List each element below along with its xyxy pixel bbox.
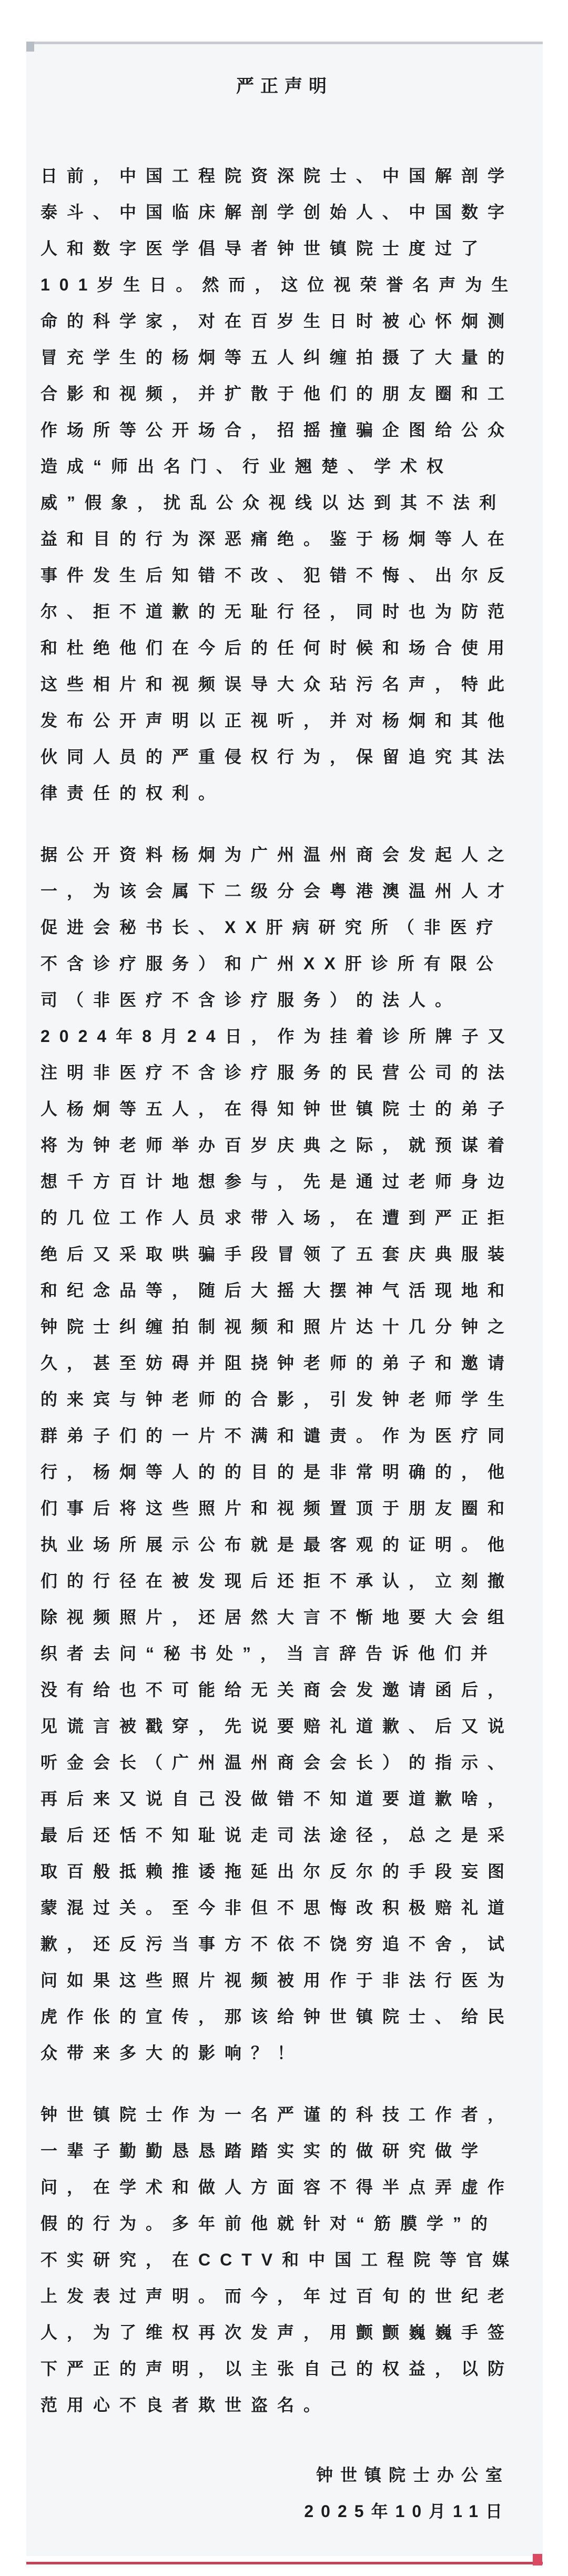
top-left-corner-mark bbox=[26, 42, 34, 52]
signature-office-name: 钟世镇院士办公室 bbox=[316, 2465, 510, 2484]
statement-paragraph-2: 据公开资料杨炯为广州温州商会发起人之一，为该会属下二级分会粤港澳温州人才促进会秘书长、XX肝病研究所（非医疗不含诊疗服务）和广州XX肝诊所有限公司（非医疗不含诊疗服务）的法人。2024年8月24日，作为挂着诊所牌子又注明非医疗不含诊疗服务的民营公司的法人杨炯等五人，在得知钟世镇院士的弟子将为钟老师举办百岁庆典之际，就预谋着想千方百计地想参与，先是通过老师身边的几位工作人员求带入场，在遭到严正拒绝后又采取哄骗手段冒领了五套庆典服装和纪念品等，随后大摇大摆神气活现地和钟院士纠缠拍制视频和照片达十几分钟之久，甚至妨碍并阻挠钟老师的弟子和邀请的来宾与钟老师的合影，引发钟老师学生群弟子们的一片不满和谴责。作为医疗同行，杨炯等人的的目的是非常明确的，他们事后将这些照片和视频置顶于朋友圈和执业场所展示公布就是最客观的证明。他们的行径在被发现后还拒不承认，立刻撤除视频照片，还居然大言不惭地要大会组织者去问“秘书处”，当言辞告诉他们并没有给也不可能给无关商会发邀请函后，见谎言被戳穿，先说要赔礼道歉、后又说听金会长（广州温州商会会长）的指示、再后来又说自己没做错不知道要道歉啥，最后还恬不知耻说走司法途径，总之是采取百般抵赖推诿拖延出尔反尔的手段妄图蒙混过关。至今非但不思悔改积极赔礼道歉，还反污当事方不依不饶穷追不舍，试问如果这些照片视频被用作于非法行医为虎作伥的宣传，那该给钟世镇院士、给民众带来多大的影响？！ bbox=[40, 845, 514, 2062]
bottom-border-line bbox=[26, 2562, 543, 2564]
signature-block bbox=[40, 2457, 520, 2530]
statement-paragraph-1: 日前，中国工程院资深院士、中国解剖学泰斗、中国临床解剖学创始人、中国数字人和数字医学倡导者钟世镇院士度过了101岁生日。然而，这位视荣誉名声为生命的科学家，对在百岁生日时被心怀炯测冒充学生的杨炯等五人纠缠拍摄了大量的合影和视频，并扩散于他们的朋友圈和工作场所等公开场合，招摇撞骗企图给公众造成“师出名门、行业翘楚、学术权威”假象，扰乱公众视线以达到其不法利益和目的行为深恶痛绝。鉴于杨炯等人在事件发生后知错不改、犯错不悔、出尔反尔、拒不道歉的无耻行径，同时也为防范和杜绝他们在今后的任何时候和场合使用这些相片和视频误导大众玷污名声，特此发布公开声明以正视听，并对杨炯和其他伙同人员的严重侵权行为，保留追究其法律责任的权利。 bbox=[40, 166, 518, 803]
statement-paragraph-3: 钟世镇院士作为一名严谨的科技工作者，一辈子勤勤恳恳踏踏实实的做研究做学问，在学术和做人方面容不得半点弄虚作假的行为。多年前他就针对“筋膜学”的不实研究，在CCTV和中国工程院等官媒上发表过声明。而今，年过百旬的世纪老人，为了维权再次发声，用颤颤巍巍手签下严正的声明，以主张自己的权益，以防范用心不良者欺世盗名。 bbox=[40, 2105, 519, 2414]
statement-title: 严正声明 bbox=[236, 76, 333, 96]
top-border-line bbox=[26, 42, 543, 44]
bottom-right-corner-mark bbox=[533, 2554, 542, 2565]
statement-card bbox=[26, 42, 543, 2556]
signature-date: 2025年10月11日 bbox=[304, 2502, 510, 2521]
statement-body bbox=[40, 158, 520, 2530]
